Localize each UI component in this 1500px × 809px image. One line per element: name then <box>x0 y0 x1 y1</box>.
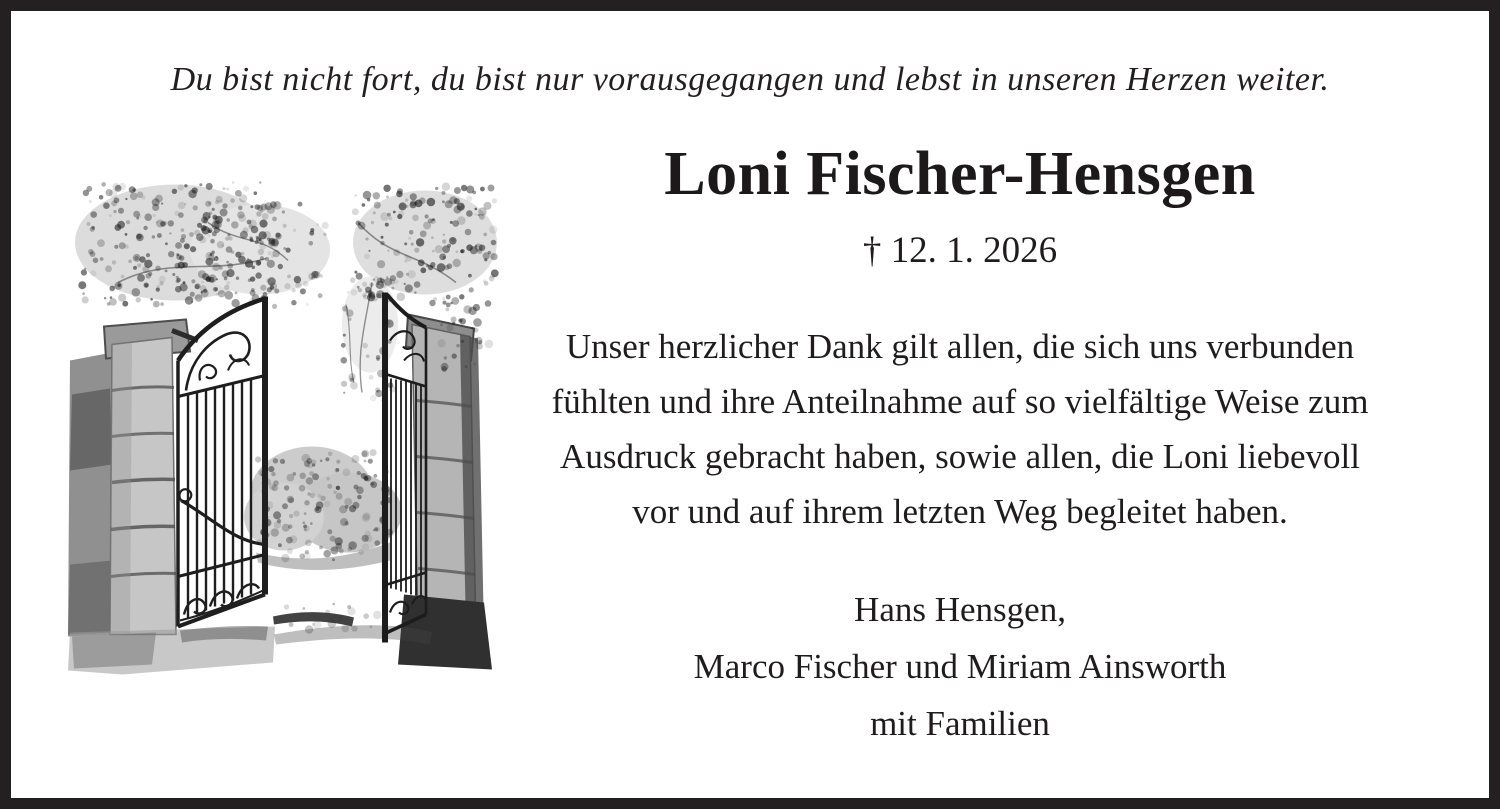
mourner-line-1: Hans Hensgen, <box>854 590 1066 630</box>
thanks-line-4: vor und auf ihrem letzten Weg begleitet haben. <box>632 492 1288 532</box>
thanks-paragraph <box>480 319 1440 539</box>
gate-illustration <box>60 162 500 707</box>
epigraph: Du bist nicht fort, du bist nur vorausgegangen und lebst in unseren Herzen weiter. <box>170 61 1330 98</box>
deceased-name: Loni Fischer-Hensgen <box>664 140 1256 208</box>
death-date: † 12. 1. 2026 <box>862 230 1058 272</box>
open-gate-sketch-icon <box>60 162 500 707</box>
mourner-line-3: mit Familien <box>870 704 1050 744</box>
left-gate-leaf <box>178 297 265 627</box>
thanks-line-1: Unser herzlicher Dank gilt allen, die sich uns verbunden <box>565 327 1355 367</box>
mourners-block <box>480 581 1440 752</box>
mourner-line-2: Marco Fischer und Miriam Ainsworth <box>693 647 1227 687</box>
thanks-line-2: fühlten und ihre Anteilnahme auf so vielfältige Weise zum <box>551 382 1369 422</box>
notice-text-column <box>480 142 1440 752</box>
thanks-line-3: Ausdruck gebracht haben, sowie allen, die Loni liebevoll <box>560 437 1360 477</box>
